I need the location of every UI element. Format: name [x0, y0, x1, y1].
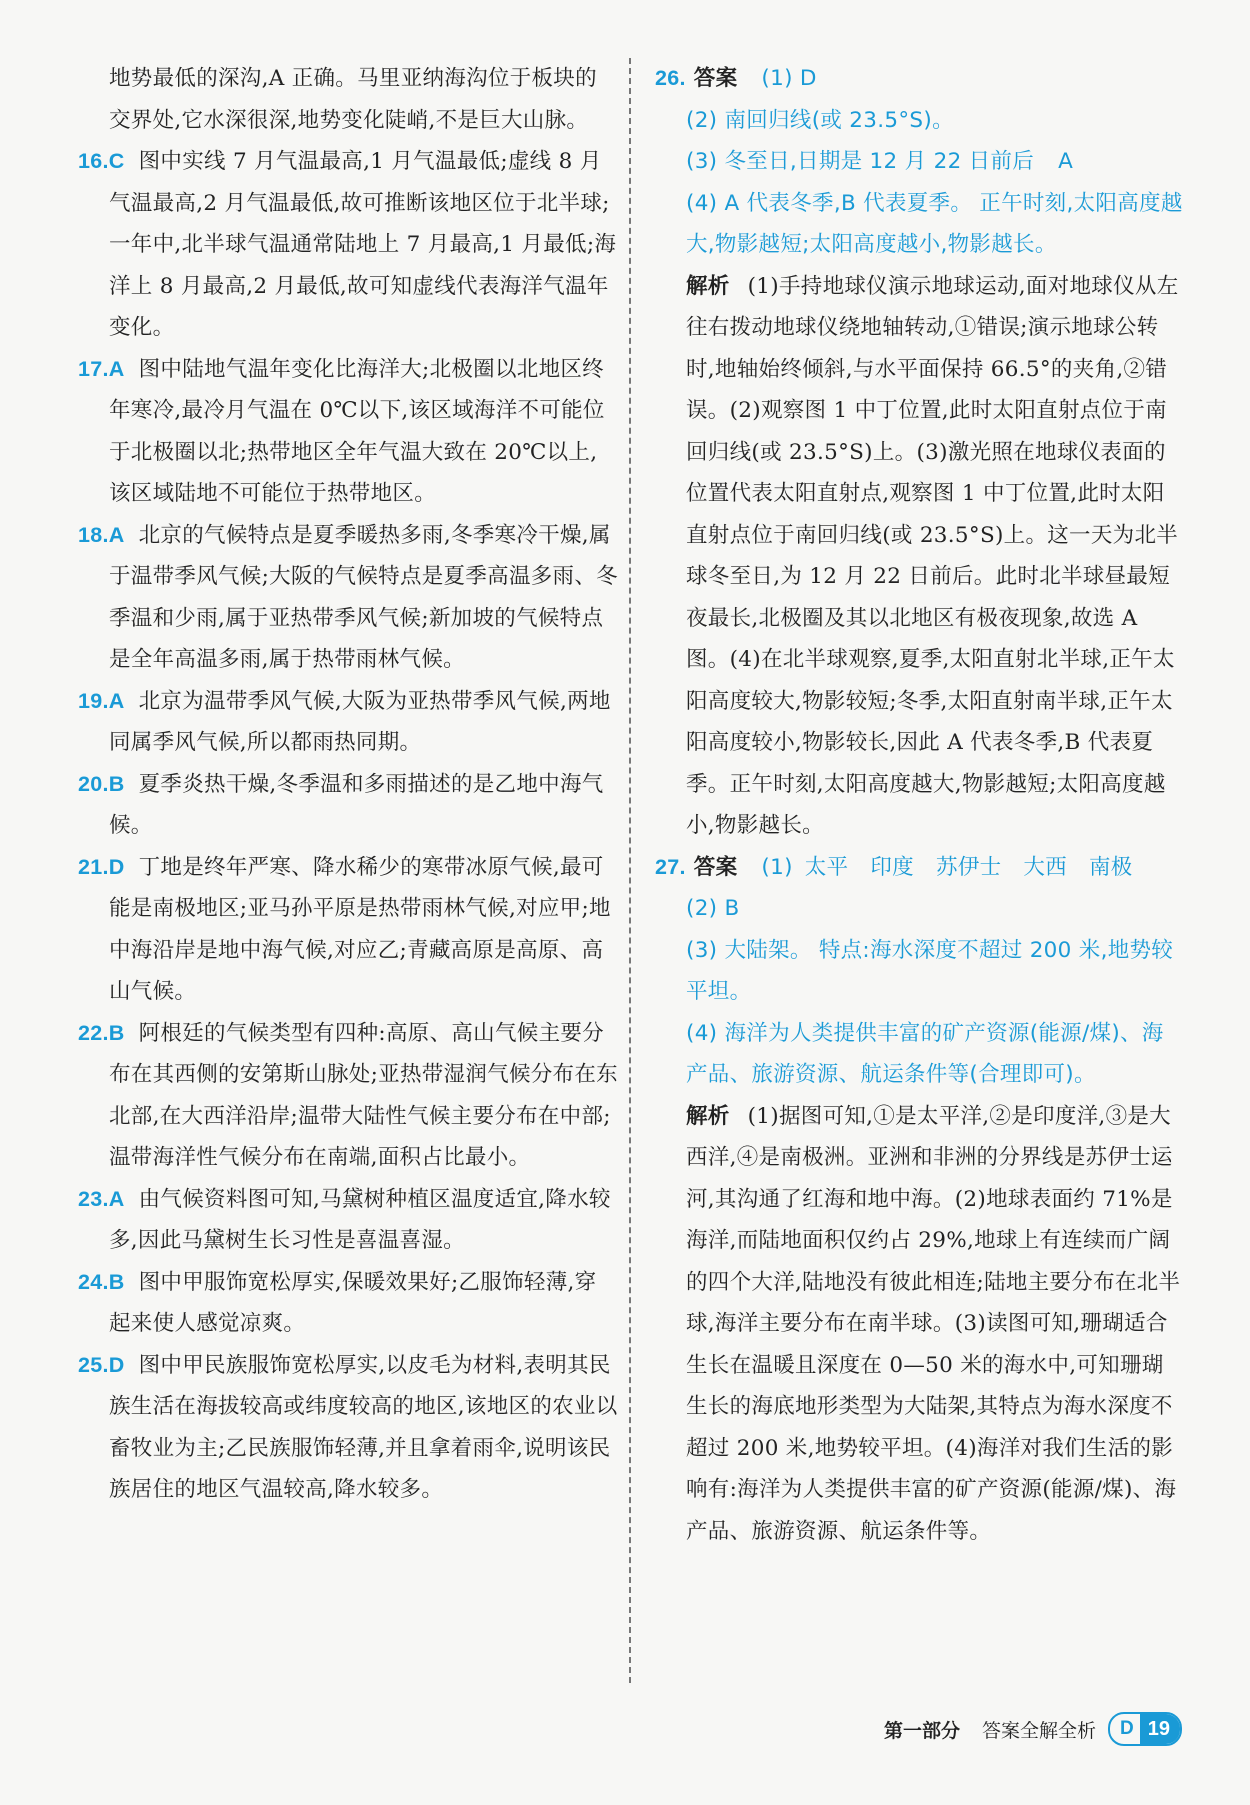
answer-explanation: 夏季炎热干燥,冬季温和多雨描述的是乙地中海气候。 [109, 771, 604, 838]
column-divider [629, 58, 631, 1683]
answer-part-2: (2) B [686, 896, 740, 921]
answer-part-3-text: (3) 冬至日,日期是 12 月 22 日前后 [686, 149, 1035, 174]
answer-item [78, 1013, 618, 1179]
answer-explanation: 图中实线 7 月气温最高,1 月气温最低;虚线 8 月气温最高,2 月气温最低,故可推断该地区位于北半球;一年中,北半球气温通常陆地上 7 月最高,1 月最低;海洋上 8 月最高,2 月最低,故可知虚线代表海洋气温年变化。 [109, 149, 617, 340]
answer-item [78, 1179, 618, 1262]
answer-number: 25.D [78, 1352, 125, 1377]
ocean-answer: 印度 [870, 854, 914, 880]
answer-part-4: (4) A 代表冬季,B 代表夏季。 正午时刻,太阳高度越大,物影越短;太阳高度越小,物影越长。 [686, 190, 1183, 257]
answer-explanation: 图中甲民族服饰宽松厚实,以皮毛为材料,表明其民族生活在海拔较高或纬度较高的地区,该地区的农业以畜牧业为主;乙民族服饰轻薄,并且拿着雨伞,说明该民族居住的地区气温较高,降水较多。 [109, 1352, 618, 1502]
answer-part-3: (3) 大陆架。 特点:海水深度不超过 200 米,地势较平坦。 [686, 937, 1174, 1004]
question-number: 27. [655, 854, 686, 879]
answer-item [78, 349, 618, 515]
answer-number: 21.D [78, 854, 125, 879]
ocean-answer: 南极 [1089, 854, 1133, 880]
answer-number: 18.A [78, 522, 125, 547]
analysis-label: 解析 [686, 1103, 730, 1129]
answer-item [78, 515, 618, 681]
answer-part-1-items [793, 855, 1155, 880]
analysis-label: 解析 [686, 273, 730, 299]
answer-explanation: 阿根廷的气候类型有四种:高原、高山气候主要分布在其西侧的安第斯山脉处;亚热带湿润气候分布在东北部,在大西洋沿岸;温带大陆性气候主要分布在中部;温带海洋性气候分布在南端,面积占比最小。 [109, 1020, 618, 1170]
question-number: 26. [655, 66, 686, 90]
answer-label: 答案 [693, 854, 738, 880]
analysis-text: (1)手持地球仪演示地球运动,面对地球仪从左往右拨动地球仪绕地轴转动,①错误;演示地球公转时,地轴始终倾斜,与水平面保持 66.5°的夹角,②错误。(2)观察图 1 中丁位置,此时太阳直射点位于南回归线(或 23.5°S)上。(3)激光照在地球仪表面的位置代表太阳直射点,观察图 1 中丁位置,此时太阳直射点位于南回归线(或 23.5°S)上。这一天为北半球冬至日,为 12 月 22 日前后。此时北半球昼最短夜最长,北极圈及其以北地区有极夜现象,故选 A 图。(4)在北半球观察,夏季,太阳直射北半球,正午太阳高度较大,物影较短;冬季,太阳直射南半球,正午太阳高度较小,物影较长,因此 A 代表冬季,B 代表夏季。正午时刻,太阳高度越大,物影越短;太阳高度越小,物影越长。 [686, 273, 1179, 838]
answer-item [78, 1345, 618, 1511]
ocean-answer: 太平 [804, 854, 849, 880]
answer-explanation: 图中陆地气温年变化比海洋大;北极圈以北地区终年寒冷,最冷月气温在 0℃以下,该区域海洋不可能位于北极圈以北;热带地区全年气温大致在 20℃以上,该区域陆地不可能位于热带地区。 [109, 356, 605, 506]
answer-item [78, 847, 618, 1013]
answer-number: 23.A [78, 1186, 125, 1211]
answer-label: 答案 [693, 66, 738, 91]
answer-item [78, 764, 618, 847]
footer-subtitle: 答案全解全析 [982, 1719, 1097, 1742]
answer-item [78, 681, 618, 764]
answer-part-2: (2) 南回归线(或 23.5°S)。 [686, 107, 954, 133]
answer-explanation: 由气候资料图可知,马黛树种植区温度适宜,降水较多,因此马黛树生长习性是喜温喜湿。 [109, 1186, 611, 1253]
answer-explanation: 图中甲服饰宽松厚实,保暖效果好;乙服饰轻薄,穿起来使人感觉凉爽。 [109, 1269, 597, 1336]
page-badge [1108, 1712, 1182, 1746]
answer-number: 16.C [78, 149, 125, 173]
answer-number: 19.A [78, 688, 125, 713]
answer-explanation: 北京的气候特点是夏季暖热多雨,冬季寒冷干燥,属于温带季风气候;大阪的气候特点是夏季高温多雨、冬季温和少雨,属于亚热带季风气候;新加坡的气候特点是全年高温多雨,属于热带雨林气候。 [109, 522, 618, 672]
section-title: 第一部分 [883, 1719, 960, 1742]
answer-explanation: 北京为温带季风气候,大阪为亚热带季风气候,两地同属季风气候,所以都雨热同期。 [109, 688, 611, 755]
ocean-answer: 大西 [1023, 854, 1067, 880]
page-number: 19 [1140, 1714, 1180, 1744]
answer-explanation: 丁地是终年严寒、降水稀少的寒带冰原气候,最可能是南极地区;亚马孙平原是热带雨林气候,对应甲;地中海沿岸是地中海气候,对应乙;青藏高原是高原、高山气候。 [109, 854, 611, 1004]
answer-number: 24.B [78, 1269, 125, 1294]
answer-number: 20.B [78, 771, 125, 796]
answer-part-4: (4) 海洋为人类提供丰富的矿产资源(能源/煤)、海产品、旅游资源、航运条件等(合理即可)。 [686, 1020, 1164, 1087]
analysis-text: (1)据图可知,①是太平洋,②是印度洋,③是大西洋,④是南极洲。亚洲和非洲的分界线是苏伊士运河,其沟通了红海和地中海。(2)地球表面约 71%是海洋,而陆地面积仅约占 29%,地球上有连续而广阔的四个大洋,陆地没有彼此相连;陆地主要分布在北半球,海洋主要分布在南半球。(3)读图可知,珊瑚适合生长在温暖且深度在 0—50 米的海水中,可知珊瑚生长的海底地形类型为大陆架,其特点为海水深度不超过 200 米,地势较平坦。(4)海洋对我们生活的影响有:海洋为人类提供丰富的矿产资源(能源/煤)、海产品、旅游资源、航运条件等。 [686, 1103, 1181, 1544]
badge-letter: D [1120, 1718, 1134, 1739]
answer-part-3 [655, 141, 1185, 183]
answer-number: 17.A [78, 356, 125, 381]
left-column [78, 58, 618, 1511]
answer-item [78, 1262, 618, 1345]
answer-part-1: (1) D [761, 66, 817, 91]
answer-number: 22.B [78, 1020, 125, 1045]
page-footer [884, 1712, 1182, 1746]
answer-part-3-choice: A [1058, 149, 1074, 174]
answer-item [78, 141, 618, 349]
continued-text: 地势最低的深沟,A 正确。马里亚纳海沟位于板块的交界处,它水深很深,地势变化陡峭,不是巨大山脉。 [109, 66, 597, 133]
question-27 [655, 847, 1185, 1553]
answer-part-1-prefix: (1) [761, 854, 793, 880]
right-column [655, 58, 1185, 1552]
answer-list-left [78, 141, 618, 1511]
question-26 [655, 58, 1185, 847]
ocean-answer: 苏伊士 [935, 854, 1002, 880]
